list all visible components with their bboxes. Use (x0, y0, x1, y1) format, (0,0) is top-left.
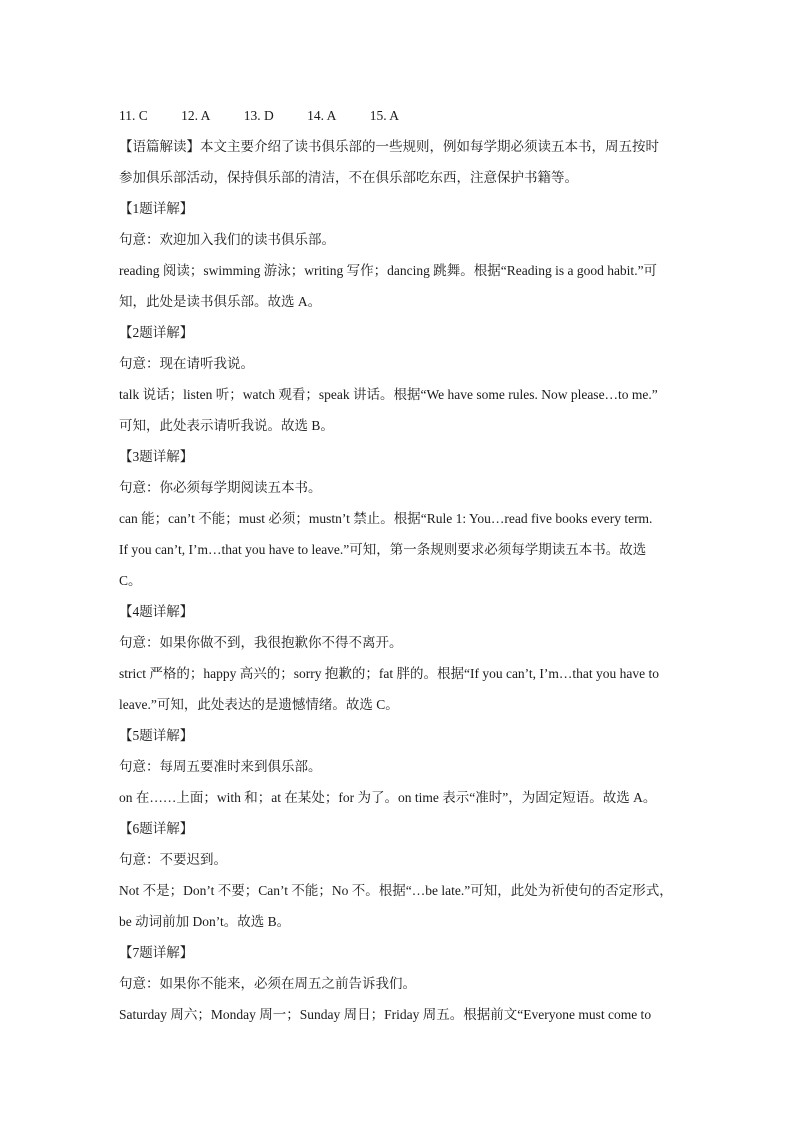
question-heading: 【5题详解】 (119, 728, 194, 743)
question-heading: 【1题详解】 (119, 201, 194, 216)
answer-13: 13. D (243, 108, 274, 123)
sentence-meaning: 句意：欢迎加入我们的读书俱乐部。 (119, 232, 335, 247)
explanation-line: If you can’t, I’m…that you have to leave.”可知，第一条规则要求必须每学期读五本书。故选 (119, 542, 647, 557)
question-heading: 【6题详解】 (119, 821, 194, 836)
sentence-meaning: 句意：不要迟到。 (119, 852, 227, 867)
explanation-line: on 在……上面；with 和；at 在某处；for 为了。on time 表示“准时”，为固定短语。故选 A。 (119, 790, 657, 805)
explanation-line: C。 (119, 573, 142, 588)
sentence-meaning: 句意：如果你不能来，必须在周五之前告诉我们。 (119, 976, 416, 991)
sentence-meaning: 句意：如果你做不到，我很抱歉你不得不离开。 (119, 635, 403, 650)
explanation-line: leave.”可知，此处表达的是遗憾情绪。故选 C。 (119, 697, 399, 712)
explanation-line: reading 阅读；swimming 游泳；writing 写作；dancing 跳舞。根据“Reading is a good habit.”可 (119, 263, 658, 278)
sentence-meaning: 句意：你必须每学期阅读五本书。 (119, 480, 322, 495)
explanation-line: Not 不是；Don’t 不要；Can’t 不能；No 不。根据“…be late.”可知，此处为祈使句的否定形式， (119, 883, 673, 898)
question-heading: 【7题详解】 (119, 945, 194, 960)
passage-summary-line: 参加俱乐部活动，保持俱乐部的清洁，不在俱乐部吃东西，注意保护书籍等。 (119, 170, 578, 185)
explanation-line: 知，此处是读书俱乐部。故选 A。 (119, 294, 322, 309)
answer-15: 15. A (369, 108, 400, 123)
question-heading: 【4题详解】 (119, 604, 194, 619)
sentence-meaning: 句意：每周五要准时来到俱乐部。 (119, 759, 322, 774)
explanation-line: talk 说话；listen 听；watch 观看；speak 讲话。根据“We have some rules. Now please…to me.” (119, 387, 658, 402)
explanation-line: be 动词前加 Don’t。故选 B。 (119, 914, 291, 929)
explanation-line: strict 严格的；happy 高兴的；sorry 抱歉的；fat 胖的。根据“If you can’t, I’m…that you have to (119, 666, 660, 681)
explanation-line: 可知，此处表示请听我说。故选 B。 (119, 418, 334, 433)
passage-summary-line: 【语篇解读】本文主要介绍了读书俱乐部的一些规则，例如每学期必须读五本书，周五按时 (119, 139, 659, 154)
answer-key-row (119, 100, 689, 131)
document-body (119, 100, 689, 1030)
explanation-line: Saturday 周六；Monday 周一；Sunday 周日；Friday 周五。根据前文“Everyone must come to (119, 1007, 652, 1022)
question-heading: 【3题详解】 (119, 449, 194, 464)
answer-14: 14. A (307, 108, 337, 123)
answer-11: 11. C (119, 108, 148, 123)
question-heading: 【2题详解】 (119, 325, 194, 340)
answer-12: 12. A (181, 108, 211, 123)
sentence-meaning: 句意：现在请听我说。 (119, 356, 254, 371)
explanation-line: can 能；can’t 不能；must 必须；mustn’t 禁止。根据“Rule 1: You…read five books every term. (119, 511, 653, 526)
